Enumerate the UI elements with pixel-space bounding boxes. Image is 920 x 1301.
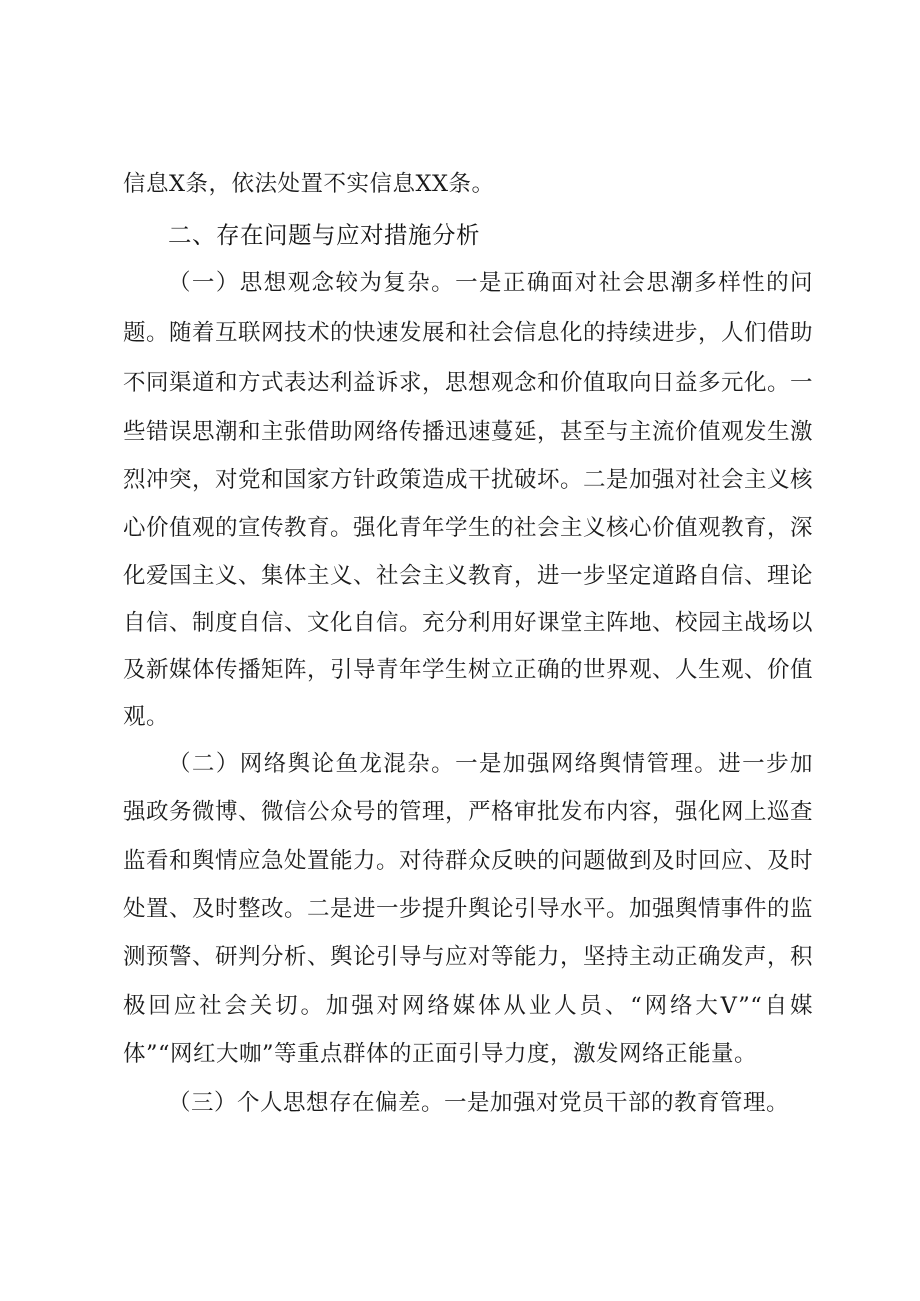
paragraph-2-line-6: 极回应社会关切。加强对网络媒体从业人员、“网络大V”“自媒 xyxy=(123,993,813,1019)
section-heading: 二、存在问题与应对措施分析 xyxy=(168,221,480,249)
paragraph-2-line-3: 监看和舆情应急处置能力。对待群众反映的问题做到及时回应、及时 xyxy=(123,848,814,874)
paragraph-1-line-6: 心价值观的宣传教育。强化青年学生的社会主义核心价值观教育，深 xyxy=(123,515,814,541)
paragraph-2-line-7: 体”“网红大咖”等重点群体的正面引导力度，激发网络正能量。 xyxy=(123,1041,758,1067)
paragraph-1-line-8: 自信、制度自信、文化自信。充分利用好课堂主阵地、校园主战场以 xyxy=(123,610,814,636)
paragraph-3-line-1: （三）个人思想存在偏差。一是加强对党员干部的教育管理。 xyxy=(168,1090,790,1116)
paragraph-1-line-10: 观。 xyxy=(123,704,170,730)
paragraph-1-line-5: 烈冲突，对党和国家方针政策造成干扰破坏。二是加强对社会主义核 xyxy=(123,467,814,493)
paragraph-1-line-7: 化爱国主义、集体主义、社会主义教育，进一步坚定道路自信、理论 xyxy=(123,563,814,589)
paragraph-2-line-4: 处置、及时整改。二是进一步提升舆论引导水平。加强舆情事件的监 xyxy=(123,896,814,922)
paragraph-1-line-9: 及新媒体传播矩阵，引导青年学生树立正确的世界观、人生观、价值 xyxy=(123,657,814,683)
paragraph-1-line-2: 题。随着互联网技术的快速发展和社会信息化的持续进步，人们借助 xyxy=(123,320,814,346)
continuation-line: 信息X条，依法处置不实信息XX条。 xyxy=(123,171,495,197)
paragraph-2-line-2: 强政务微博、微信公众号的管理，严格审批发布内容，强化网上巡查 xyxy=(123,799,814,825)
paragraph-1-line-4: 些错误思潮和主张借助网络传播迅速蔓延，甚至与主流价值观发生激 xyxy=(123,419,814,445)
paragraph-2-line-5: 测预警、研判分析、舆论引导与应对等能力，坚持主动正确发声，积 xyxy=(123,944,814,970)
paragraph-1-line-1: （一）思想观念较为复杂。一是正确面对社会思潮多样性的问 xyxy=(168,270,813,296)
paragraph-2-line-1: （二）网络舆论鱼龙混杂。一是加强网络舆情管理。进一步加 xyxy=(168,751,813,777)
paragraph-1-line-3: 不同渠道和方式表达利益诉求，思想观念和价值取向日益多元化。一 xyxy=(123,370,814,396)
